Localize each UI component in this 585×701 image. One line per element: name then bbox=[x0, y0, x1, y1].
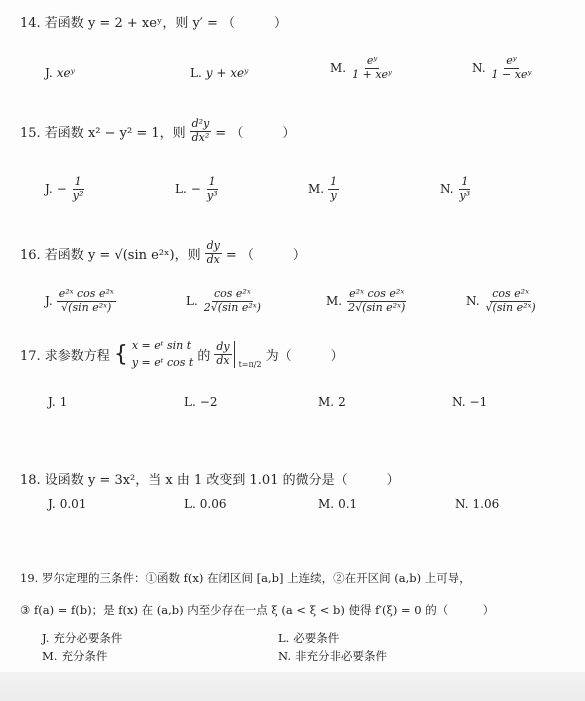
q16-option-n[interactable] bbox=[466, 288, 538, 314]
fraction-denominator: y³ bbox=[459, 188, 471, 202]
fraction-denominator: dx bbox=[216, 354, 230, 367]
stem-fraction bbox=[190, 118, 212, 144]
option-letter: L. bbox=[184, 497, 196, 511]
option-text: −2 bbox=[199, 395, 218, 409]
option-text: 0.01 bbox=[59, 497, 87, 511]
q18-option-l[interactable] bbox=[184, 497, 227, 511]
fraction-numerator: 1 bbox=[208, 175, 216, 188]
option-fraction bbox=[484, 288, 538, 314]
option-text: 充分条件 bbox=[61, 649, 108, 663]
option-fraction bbox=[205, 176, 220, 202]
q15-option-m[interactable] bbox=[308, 176, 339, 202]
fraction-numerator: 1 bbox=[330, 175, 338, 188]
stem-fraction bbox=[205, 240, 222, 266]
page-bottom-margin bbox=[0, 672, 585, 701]
q15-option-n[interactable] bbox=[440, 176, 472, 202]
option-fraction bbox=[350, 55, 394, 81]
evaluation-point: t=π/2 bbox=[238, 360, 262, 369]
fraction-denominator: dx² bbox=[191, 130, 210, 144]
fraction-numerator: cos e²ˣ bbox=[492, 287, 529, 300]
option-fraction bbox=[328, 176, 339, 202]
q14-option-m[interactable] bbox=[330, 55, 394, 81]
option-text: 充分必要条件 bbox=[53, 631, 123, 645]
option-text: 必要条件 bbox=[293, 631, 340, 645]
fraction-denominator: 2√(sin e²ˣ) bbox=[348, 300, 406, 314]
question-19-stem-line1: 19. 罗尔定理的三条件：①函数 f(x) 在闭区间 [a,b] 上连续，②在开区间 (a,b) 上可导， bbox=[20, 571, 471, 585]
option-fraction bbox=[490, 55, 534, 81]
option-fraction bbox=[458, 176, 473, 202]
stem-text: 17. 求参数方程 bbox=[20, 349, 110, 364]
q18-option-n[interactable] bbox=[455, 497, 499, 511]
q15-option-j[interactable] bbox=[45, 176, 85, 202]
q16-option-m[interactable] bbox=[326, 288, 407, 314]
option-fraction bbox=[57, 288, 116, 314]
option-letter: J. bbox=[45, 66, 53, 80]
option-letter: N. bbox=[452, 395, 466, 409]
option-fraction bbox=[71, 176, 86, 202]
stem-text: 15. 若函数 x² − y² = 1，则 bbox=[20, 125, 186, 141]
left-brace: { bbox=[113, 341, 128, 367]
fraction-denominator: 1 − xeʸ bbox=[491, 67, 532, 81]
q17-option-m[interactable] bbox=[318, 395, 346, 409]
q18-option-m[interactable] bbox=[318, 497, 357, 511]
question-16-stem bbox=[20, 240, 306, 266]
stem-text: = （ ） bbox=[225, 247, 306, 263]
q17-option-j[interactable] bbox=[48, 395, 67, 409]
fraction-denominator: y bbox=[330, 188, 337, 202]
stem-text: 16. 若函数 y = √(sin e²ˣ)，则 bbox=[20, 247, 201, 263]
fraction-denominator: y² bbox=[72, 188, 84, 202]
fraction-numerator: d²y bbox=[191, 117, 210, 130]
option-letter: J. bbox=[45, 182, 53, 197]
fraction-denominator: y³ bbox=[206, 188, 218, 202]
option-letter: N. bbox=[472, 61, 486, 76]
q17-option-n[interactable] bbox=[452, 395, 487, 409]
q19-option-n[interactable] bbox=[278, 648, 387, 664]
fraction-numerator: e²ˣ cos e²ˣ bbox=[58, 287, 114, 300]
option-letter: M. bbox=[318, 497, 335, 511]
fraction-denominator: 1 + xeʸ bbox=[352, 67, 392, 81]
option-text: 0.06 bbox=[199, 497, 227, 511]
fraction-numerator: eʸ bbox=[506, 54, 517, 67]
stem-text: 为（ ） bbox=[265, 349, 344, 364]
q14-option-n[interactable] bbox=[472, 55, 533, 81]
stem-text: = （ ） bbox=[215, 125, 296, 141]
question-18-stem: 18. 设函数 y = 3x²，当 x 由 1 改变到 1.01 的微分是（ ） bbox=[20, 473, 400, 488]
fraction-denominator: 2√(sin e²ˣ) bbox=[203, 300, 261, 314]
option-letter: J. bbox=[48, 395, 56, 409]
q19-option-j[interactable] bbox=[42, 630, 122, 646]
stem-fraction bbox=[214, 341, 234, 367]
option-letter: L. bbox=[278, 631, 290, 645]
option-text: 1 bbox=[59, 395, 68, 409]
system-line: y = eᵗ cos t bbox=[131, 355, 194, 369]
option-text: 0.1 bbox=[338, 497, 358, 511]
option-sign: − bbox=[190, 182, 201, 197]
q19-option-m[interactable] bbox=[42, 648, 107, 664]
fraction-denominator: dx bbox=[206, 252, 220, 266]
option-letter: M. bbox=[42, 649, 58, 663]
parametric-system bbox=[132, 338, 194, 371]
q18-option-j[interactable] bbox=[48, 497, 86, 511]
option-text: xeʸ bbox=[56, 66, 75, 80]
option-letter: J. bbox=[45, 294, 53, 309]
question-14-stem: 14. 若函数 y = 2 + xeʸ，则 y′ = （ ） bbox=[20, 16, 287, 31]
q19-option-l[interactable] bbox=[278, 630, 339, 646]
question-19-stem-line2: ③ f(a) = f(b)；是 f(x) 在 (a,b) 内至少存在一点 ξ (a < ξ < b) 使得 f′(ξ) = 0 的（ ） bbox=[20, 603, 495, 617]
option-letter: N. bbox=[455, 497, 469, 511]
q14-option-j[interactable] bbox=[45, 66, 75, 80]
option-letter: L. bbox=[184, 395, 196, 409]
option-fraction bbox=[346, 288, 407, 314]
option-letter: L. bbox=[186, 294, 198, 309]
fraction-denominator: √(sin e²ˣ) bbox=[485, 300, 536, 314]
fraction-numerator: eʸ bbox=[366, 54, 378, 67]
option-letter: N. bbox=[440, 182, 454, 197]
question-15-stem bbox=[20, 118, 295, 144]
fraction-numerator: cos e²ˣ bbox=[214, 287, 251, 300]
option-letter: M. bbox=[308, 182, 325, 197]
option-letter: L. bbox=[175, 182, 187, 197]
stem-text: 的 bbox=[197, 349, 211, 364]
option-fraction bbox=[202, 288, 263, 314]
option-letter: N. bbox=[466, 294, 480, 309]
option-text: −1 bbox=[469, 395, 488, 409]
option-letter: J. bbox=[48, 497, 56, 511]
q16-option-l[interactable] bbox=[186, 288, 263, 314]
option-letter: J. bbox=[42, 631, 50, 645]
option-letter: L. bbox=[190, 66, 202, 80]
question-17-stem bbox=[20, 338, 344, 371]
fraction-numerator: e²ˣ cos e²ˣ bbox=[349, 287, 405, 300]
option-letter: M. bbox=[326, 294, 343, 309]
system-line: x = eᵗ sin t bbox=[131, 339, 192, 352]
q16-option-j[interactable] bbox=[45, 288, 116, 314]
option-letter: M. bbox=[318, 395, 335, 409]
option-text: 非充分非必要条件 bbox=[294, 649, 387, 663]
fraction-numerator: dy bbox=[216, 340, 230, 354]
fraction-numerator: 1 bbox=[74, 175, 82, 188]
option-sign: − bbox=[56, 182, 67, 197]
fraction-denominator: √(sin e²ˣ) bbox=[61, 300, 112, 314]
option-text: 2 bbox=[338, 395, 346, 409]
fraction-numerator: dy bbox=[206, 239, 220, 252]
q14-option-l[interactable] bbox=[190, 66, 248, 80]
option-text: y + xeʸ bbox=[205, 66, 249, 80]
q17-option-l[interactable] bbox=[184, 395, 218, 409]
fraction-numerator: 1 bbox=[461, 175, 469, 188]
option-letter: N. bbox=[278, 649, 291, 663]
q15-option-l[interactable] bbox=[175, 176, 219, 202]
option-letter: M. bbox=[330, 61, 347, 76]
option-text: 1.06 bbox=[472, 497, 500, 511]
